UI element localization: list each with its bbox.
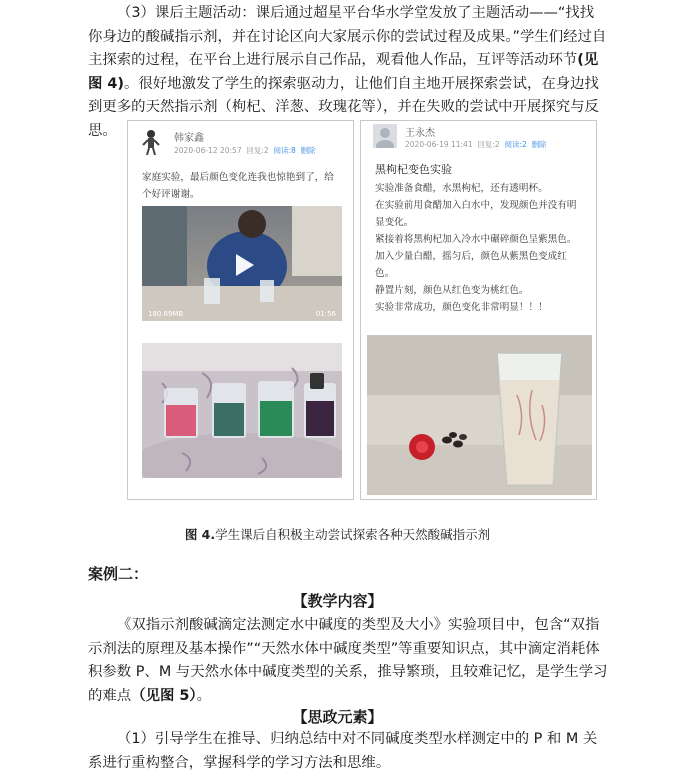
post-header <box>361 121 596 159</box>
video-size: 180.69MB <box>148 310 184 318</box>
discussion-post-left <box>127 120 354 500</box>
post-text: 家庭实验，最后颜色变化连我也惊艳到了，给个好评谢谢。 <box>142 172 334 200</box>
goji-glass-image <box>367 335 592 495</box>
video-thumbnail[interactable] <box>142 206 342 321</box>
paragraph-activity: （3）课后主题活动：课后通过超星平台华水学堂发放了主题活动——“找找你身边的酸碱指示剂，并在讨论区向大家展示你的尝试过程及成果。”学生们经过自主探索的过程，在平台上进行展示自己作品，观看他人作品，互评等活动环节(见图 4)。很好地激发了学生的探索驱动力，让他们自主地开展探索尝试，在身边找到更多的天然指示剂（枸杞、洋葱、玫瑰花等），并在失败的尝试中开展探究与反思。 <box>88 5 607 139</box>
post-line: 静置片刻，颜色从红色变为桃红色。 <box>375 285 529 296</box>
user-avatar-icon <box>373 124 397 148</box>
section-heading-teaching-content: 【教学内容】 <box>292 592 383 610</box>
video-duration: 01:56 <box>315 310 336 318</box>
user-avatar-icon <box>140 129 162 155</box>
read-count-link[interactable]: 阅读:2 <box>504 140 527 149</box>
figure-ref: (见图 4) <box>88 52 599 92</box>
case-title: 案例二： <box>88 565 149 583</box>
username: 王永杰 <box>405 128 435 139</box>
post-line: 实验准备食醋，水黑枸杞，还有透明杯。 <box>375 183 548 194</box>
goji-glass-photo <box>367 335 592 495</box>
read-count-link[interactable]: 阅读:8 <box>273 146 296 155</box>
indicator-cups-photo <box>142 343 342 478</box>
delete-link[interactable]: 删除 <box>300 146 316 155</box>
post-line: 加入少量白醋，摇匀后，颜色从紫黑色变成红色。 <box>375 251 567 279</box>
delete-link[interactable]: 删除 <box>531 140 547 149</box>
post-title: 黑枸杞变色实验 <box>375 163 452 176</box>
cups-image <box>142 343 342 478</box>
section-heading-ideology: 【思政元素】 <box>292 708 383 726</box>
post-meta: 2020-06-12 20:57 回复:2 阅读:8 删除 <box>174 146 316 155</box>
post-line: 实验非常成功，颜色变化非常明显！！！ <box>375 302 548 313</box>
username: 韩家鑫 <box>174 133 204 144</box>
post-body <box>375 161 585 316</box>
figure-caption: 图 4.学生课后自积极主动尝试探索各种天然酸碱指示剂 <box>184 527 491 542</box>
figure-ref: （见图 5） <box>131 687 197 704</box>
paragraph-ideology: （1）引导学生在推导、归纳总结中对不同碱度类型水样测定中的 P 和 M 关系进行重构整合，掌握科学的学习方法和思维。 <box>88 731 598 771</box>
video-scene-image <box>142 206 342 321</box>
discussion-post-right <box>360 120 597 500</box>
figure-4 <box>127 120 597 502</box>
post-header <box>128 121 353 159</box>
post-meta: 2020-06-19 11:41 回复:2 阅读:2 删除 <box>405 140 547 149</box>
paragraph-teaching-content: 《双指示剂酸碱滴定法测定水中碱度的类型及大小》实验项目中，包含“双指示剂法的原理及基本操作”“天然水体中碱度类型”等重要知识点，其中滴定消耗体积参数 P、M 与天然水体中碱度类型的关系，推导繁琐，且较难记忆，是学生学习的难点（见图 5）。 <box>88 617 608 704</box>
post-line: 在实验前用食醋加入白水中，发现颜色并没有明显变化。 <box>375 200 577 228</box>
post-line: 紧接着将黑枸杞加入冷水中碾碎颜色呈紫黑色。 <box>375 234 577 245</box>
